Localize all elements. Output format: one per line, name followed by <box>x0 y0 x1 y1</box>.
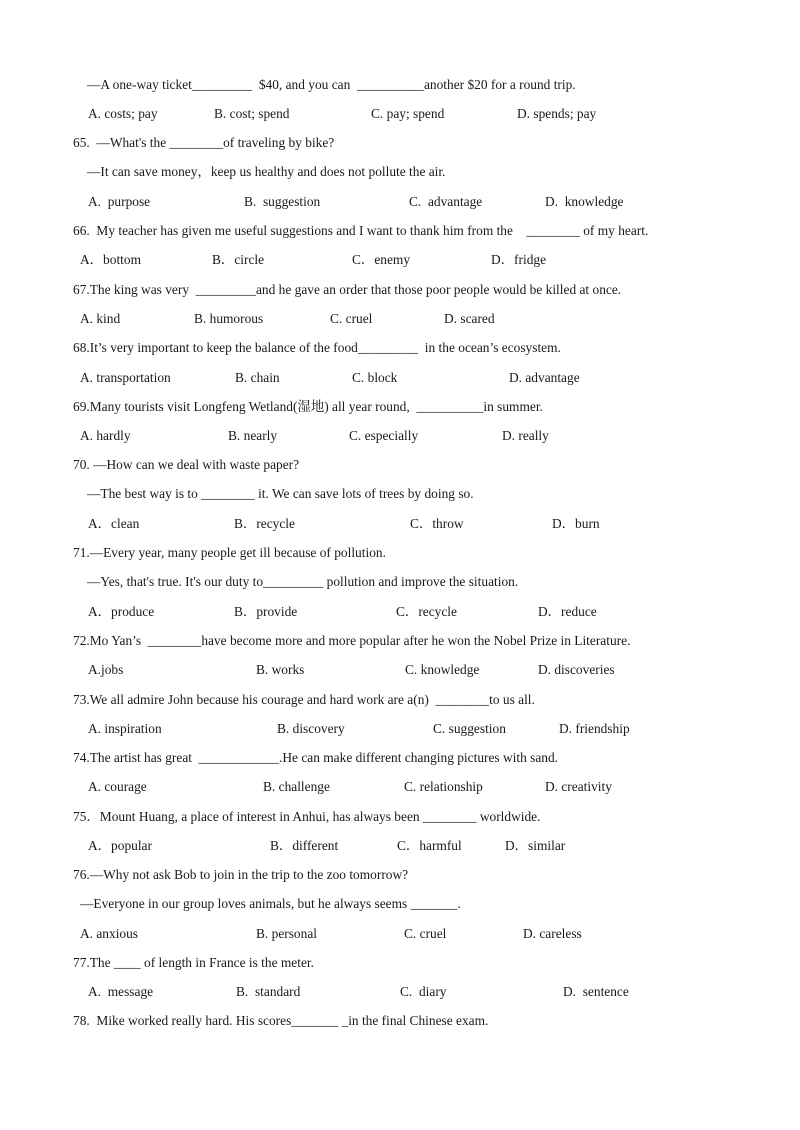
q69-option-a: A. hardly <box>80 428 131 443</box>
q70-option-b: B．recycle <box>234 516 295 531</box>
q78-question: 78. Mike worked really hard. His scores_______ _in the final Chinese exam. <box>73 1013 489 1028</box>
q73-option-c: C. suggestion <box>433 721 506 736</box>
q70-response: —The best way is to ________ it. We can save lots of trees by doing so. <box>87 486 474 501</box>
q75-option-a: A．popular <box>88 838 152 853</box>
q75-option-d: D．similar <box>505 838 566 853</box>
q75-option-b: B．different <box>270 838 339 853</box>
q68-option-b: B. chain <box>235 370 280 385</box>
q76-response: —Everyone in our group loves animals, but he always seems _______. <box>80 896 461 911</box>
q72-option-d: D. discoveries <box>538 662 615 677</box>
q76-option-c: C. cruel <box>404 926 447 941</box>
q66-question: 66. My teacher has given me useful suggestions and I want to thank him from the ________ of my heart. <box>73 223 649 238</box>
q65-option-d: D. knowledge <box>545 194 624 209</box>
q72-question: 72.Mo Yan’s ________have become more and more popular after he won the Nobel Prize in Literature. <box>73 633 631 648</box>
q72-option-a: A.jobs <box>88 662 124 677</box>
q65-option-c: C. advantage <box>409 194 483 209</box>
q68-question: 68.It’s very important to keep the balance of the food_________ in the ocean’s ecosystem. <box>73 340 561 355</box>
q69-question: 69.Many tourists visit Longfeng Wetland(湿地) all year round, __________in summer. <box>73 399 543 414</box>
q66-option-a: A．bottom <box>80 252 142 267</box>
q75-option-c: C．harmful <box>397 838 462 853</box>
q65-option-b: B. suggestion <box>244 194 321 209</box>
q77-option-a: A. message <box>88 984 154 999</box>
q74-question: 74.The artist has great ____________.He can make different changing pictures with sand. <box>73 750 559 765</box>
q66-option-d: D．fridge <box>491 252 547 267</box>
q70-option-c: C．throw <box>410 516 464 531</box>
q64-stem-answer: —A one-way ticket_________ $40, and you can __________another $20 for a round trip. <box>87 77 576 92</box>
q74-option-d: D. creativity <box>545 779 612 794</box>
q64-option-d: D. spends; pay <box>517 106 597 121</box>
q65-response: —It can save money，keep us healthy and does not pollute the air. <box>87 164 446 179</box>
q69-option-c: C. especially <box>349 428 419 443</box>
q69-option-b: B. nearly <box>228 428 278 443</box>
q71-option-a: A．produce <box>88 604 155 619</box>
q76-option-b: B. personal <box>256 926 317 941</box>
q73-option-a: A. inspiration <box>88 721 162 736</box>
q77-question: 77.The ____ of length in France is the meter. <box>73 955 314 970</box>
q66-option-c: C．enemy <box>352 252 411 267</box>
q67-option-a: A. kind <box>80 311 121 326</box>
q70-question: 70. —How can we deal with waste paper? <box>73 457 300 472</box>
q75-question: 75．Mount Huang, a place of interest in Anhui, has always been ________ worldwide. <box>73 809 541 824</box>
q72-option-b: B. works <box>256 662 305 677</box>
q67-option-c: C. cruel <box>330 311 373 326</box>
q73-question: 73.We all admire John because his courage and hard work are a(n) ________to us all. <box>73 692 535 707</box>
q76-option-a: A. anxious <box>80 926 139 941</box>
q77-option-d: D. sentence <box>563 984 629 999</box>
q73-option-b: B. discovery <box>277 721 345 736</box>
q71-question: 71.—Every year, many people get ill because of pollution. <box>73 545 386 560</box>
q71-option-c: C．recycle <box>396 604 457 619</box>
q77-option-c: C. diary <box>400 984 447 999</box>
q67-question: 67.The king was very _________and he gave an order that those poor people would be killed at once. <box>73 282 622 297</box>
q65-question: 65. —What's the ________of traveling by bike? <box>73 135 335 150</box>
q77-option-b: B. standard <box>236 984 301 999</box>
q65-option-a: A. purpose <box>88 194 151 209</box>
q68-option-a: A. transportation <box>80 370 171 385</box>
q68-option-d: D. advantage <box>509 370 580 385</box>
q74-option-c: C. relationship <box>404 779 483 794</box>
q71-option-b: B．provide <box>234 604 298 619</box>
q67-option-d: D. scared <box>444 311 495 326</box>
q64-option-c: C. pay; spend <box>371 106 445 121</box>
q72-option-c: C. knowledge <box>405 662 480 677</box>
q71-option-d: D．reduce <box>538 604 597 619</box>
q73-option-d: D. friendship <box>559 721 630 736</box>
q71-response: —Yes, that's true. It's our duty to_________ pollution and improve the situation. <box>87 574 519 589</box>
q68-option-c: C. block <box>352 370 398 385</box>
q69-option-d: D. really <box>502 428 549 443</box>
q70-option-a: A．clean <box>88 516 140 531</box>
q74-option-a: A. courage <box>88 779 147 794</box>
q70-option-d: D．burn <box>552 516 600 531</box>
q64-option-b: B. cost; spend <box>214 106 290 121</box>
q74-option-b: B. challenge <box>263 779 330 794</box>
q66-option-b: B．circle <box>212 252 265 267</box>
q76-option-d: D. careless <box>523 926 582 941</box>
q67-option-b: B. humorous <box>194 311 264 326</box>
q76-question: 76.—Why not ask Bob to join in the trip to the zoo tomorrow? <box>73 867 409 882</box>
q64-option-a: A. costs; pay <box>88 106 158 121</box>
